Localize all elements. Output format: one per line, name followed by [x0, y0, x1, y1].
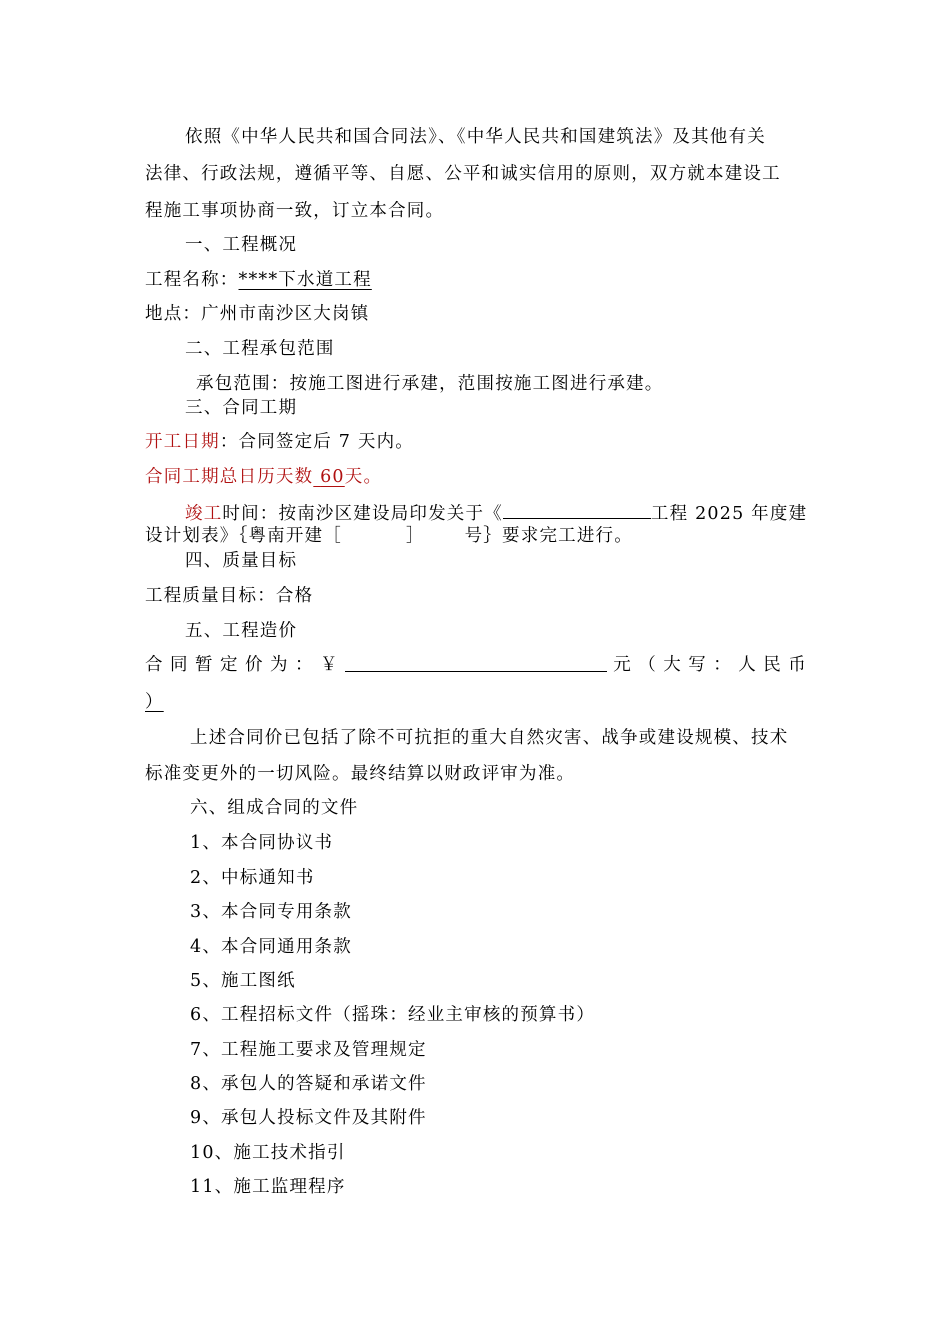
start-date-row [145, 430, 414, 454]
list-item: 2、中标通知书 [190, 868, 315, 888]
price-close-row [145, 690, 164, 714]
list-item: 11、施工监理程序 [190, 1177, 346, 1197]
completion-row-2: 设计划表》｛粤南开建［ ］ 号｝要求完工进行。 [145, 526, 633, 546]
list-item: 1、本合同协议书 [190, 833, 334, 853]
completion-row: 竣工时间：按南沙区建设局印发关于《 工程 2025 年度建 [185, 500, 807, 526]
start-date-value: ：合同签定后 7 天内。 [219, 432, 414, 452]
price-close-bracket: ） [145, 692, 164, 712]
intro-line-1: 依照《中华人民共和国合同法》、《中华人民共和国建筑法》及其他有关 [185, 127, 766, 147]
list-item: 10、施工技术指引 [190, 1143, 346, 1163]
section-3-heading: 三、合同工期 [185, 398, 298, 418]
intro-line-2: 法律、行政法规，遵循平等、自愿、公平和诚实信用的原则，双方就本建设工 [145, 164, 781, 184]
contract-price-row: 合 同 暂 定 价 为 ： ￥ 元 （ 大 写 ： 人 民 币 [145, 655, 807, 675]
section-4-heading: 四、质量目标 [185, 551, 298, 571]
location-label: 地点： [145, 304, 202, 324]
scope-text: 承包范围：按施工图进行承建，范围按施工图进行承建。 [196, 374, 664, 394]
completion-label: 竣工 [185, 504, 223, 524]
quality-target: 工程质量目标：合格 [145, 586, 314, 606]
intro-line-3: 程施工事项协商一致，订立本合同。 [145, 201, 445, 221]
list-item: 9、承包人投标文件及其附件 [190, 1108, 427, 1128]
price-note-1: 上述合同价已包括了除不可抗拒的重大自然灾害、战争或建设规模、技术 [190, 728, 789, 748]
duration-label: 合同工期总日历天数 [145, 467, 314, 487]
section-1-heading: 一、工程概况 [185, 235, 298, 255]
project-name-label: 工程名称： [145, 270, 239, 290]
list-item: 4、本合同通用条款 [190, 937, 352, 957]
duration-unit: 天。 [344, 467, 383, 487]
section-6-heading: 六、组成合同的文件 [190, 798, 359, 818]
project-name-value: ****下水道工程 [238, 270, 372, 290]
location-value: 广州市南沙区大岗镇 [201, 304, 370, 324]
list-item: 6、工程招标文件（摇珠：经业主审核的预算书） [190, 1005, 596, 1025]
list-item: 7、工程施工要求及管理规定 [190, 1040, 427, 1060]
completion-tail: 工程 2025 年度建 [650, 504, 808, 524]
list-item: 5、施工图纸 [190, 971, 296, 991]
price-note-2: 标准变更外的一切风险。最终结算以财政评审为准。 [145, 764, 576, 784]
plan-name-blank [503, 500, 651, 519]
price-amount-blank [345, 653, 607, 672]
project-name-row [145, 268, 372, 292]
duration-value: 60 [320, 467, 345, 487]
list-item: 8、承包人的答疑和承诺文件 [190, 1074, 427, 1094]
start-date-label: 开工日期 [145, 432, 220, 452]
list-item: 3、本合同专用条款 [190, 902, 352, 922]
section-5-heading: 五、工程造价 [185, 621, 298, 641]
duration-row [145, 465, 382, 489]
location-row [145, 302, 369, 326]
section-2-heading: 二、工程承包范围 [185, 339, 335, 359]
